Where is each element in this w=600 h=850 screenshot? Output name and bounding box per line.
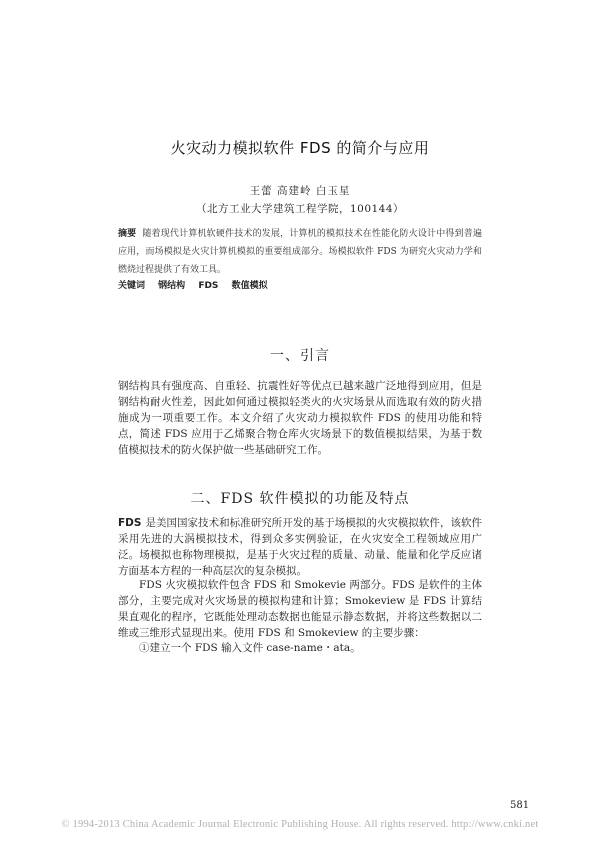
paragraph	[118, 515, 482, 579]
page-number: 581	[510, 800, 530, 811]
keywords	[118, 278, 482, 291]
keyword: FDS	[198, 281, 219, 291]
paragraph: 钢结构具有强度高、自重轻、抗震性好等优点已越来越广泛地得到应用，但是钢结构耐火性差，因此如何通过模拟轻类火的火灾场景从而选取有效的防火措施成为一项重要工作。本文介绍了火灾动力模拟软件 FDS 的使用功能和特点，简述 FDS 应用于乙烯聚合物仓库火灾场景下的数值模拟结果，为基于数值模拟技术的防火保护做一些基础研究工作。	[118, 380, 482, 456]
keyword: 钢结构	[158, 281, 186, 291]
keywords-label: 关键词	[118, 281, 146, 291]
paragraph: FDS 火灾模拟软件包含 FDS 和 Smokevie 两部分。FDS 是软件的主体部分，主要完成对火灾场景的模拟构建和计算；Smokeview 是 FDS 计算结果直观化的程序，它既能处理动态数据也能显示静态数据，并将这些数据以二维或三维形式显现出来。使用 FDS 和 Smokeview 的主要步骤：	[118, 579, 482, 639]
section-heading-introduction: 一、引言	[270, 348, 330, 364]
abstract	[118, 225, 482, 279]
paragraph-lead-term: FDS	[118, 517, 142, 529]
list-item: ①建立一个 FDS 输入文件 case-name・ata。	[139, 642, 361, 654]
paper-title: 火灾动力模拟软件 FDS 的简介与应用	[170, 139, 430, 157]
section-heading-fds-features: 二、FDS 软件模拟的功能及特点	[190, 491, 410, 507]
abstract-label: 摘要	[118, 229, 137, 239]
paragraph-text: 是美国国家技术和标准研究所开发的基于场模拟的火灾模拟软件，该软件采用先进的大涡模拟技术，得到众多实例验证，在火灾安全工程领域应用广泛。场模拟也称物理模拟，是基于火灾过程的质量、动量、能量和化学反应诸方面基本方程的一种高层次的复杂模拟。	[118, 517, 482, 577]
author-list: 王蕾 高建岭 白玉星	[249, 185, 351, 197]
author-affiliation: （北方工业大学建筑工程学院，100144）	[195, 203, 405, 215]
abstract-text: 随着现代计算机软硬件技术的发展，计算机的模拟技术在性能化防火设计中得到普遍应用，而场模拟是火灾计算机模拟的重要组成部分。场模拟软件 FDS 为研究火灾动力学和燃烧过程提供了有效工具。	[118, 229, 482, 275]
copyright-footer: © 1994-2013 China Academic Journal Electronic Publishing House. All rights reserved. http://www.cnki.net	[61, 819, 539, 830]
keyword: 数值模拟	[231, 281, 268, 291]
